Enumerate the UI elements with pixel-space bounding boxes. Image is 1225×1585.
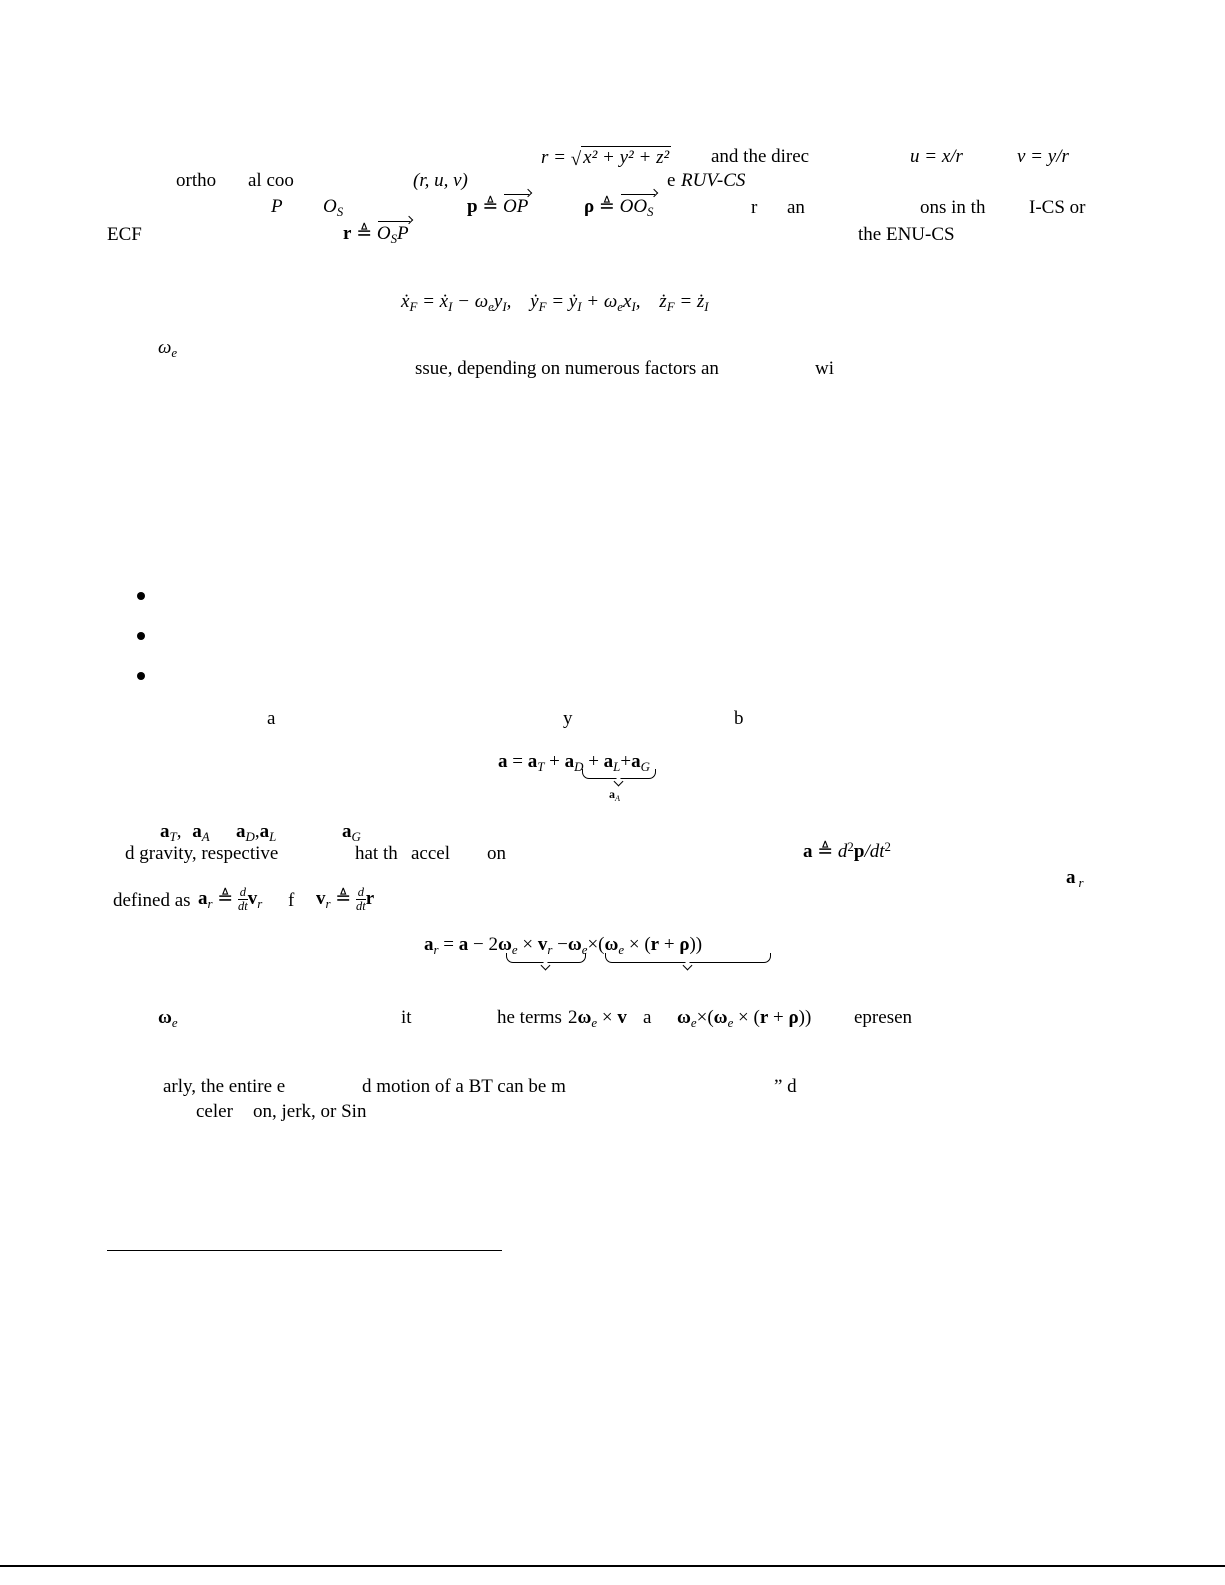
text-hat-th: hat th [355,843,398,864]
eq-acceleration-sum: $a = a_T + a_D + a_L+a_G$ [498,751,650,775]
text-issue-depending: ssue, depending on numerous factors an [415,358,719,379]
text-ons-in-th: ons in th [920,197,986,218]
eq-ruv-tuple: (r, u, v) [413,170,468,191]
text-an: an [787,197,805,218]
eq-origin-OS: $O_S$ [323,196,344,220]
text-ecf: ECF [107,224,142,245]
footnote-rule [107,1250,502,1251]
eq-r-vector-definition: r ≜ $O_SP$ [343,223,409,247]
text-on-jerk-or-sin: on, jerk, or Sin [253,1101,367,1122]
text-b: b [734,708,744,729]
text-f: f [288,890,295,911]
text-celer: celer [196,1101,233,1122]
eq-r-definition: r = √ x² + y² + z² [541,147,670,170]
text-r: r [751,197,758,218]
text-a: a [267,708,276,729]
text-al-coo: al coo [248,170,294,191]
eq-omega-e: $\omega_e$ [158,337,178,361]
list-bullet-3 [137,672,145,680]
eq-p-definition: p ≜ OP [467,196,529,217]
text-epresen: epresen [854,1007,913,1028]
eq-u-definition: u = x/r [910,146,963,167]
text-defined-as: defined as [113,890,191,911]
eq-velocity-transform: ẋ$_F$ = ẋ$_I$ − $\omega_ey_I$, ẏ$_F$ = ẏ$_I$ + $\omega_ex_I$, $ż_F$ = $ż_I$ [401,291,709,315]
eq-vr-definition: $v_r$ ≜ $\frac{d}{dt}$ r [316,885,375,914]
eq-a-r: a $_r$ [1066,867,1084,891]
eq-point-P: P [271,196,283,217]
page-bottom-rule [0,1565,1225,1567]
text-it: it [401,1007,412,1028]
underbrace-coriolis [506,953,586,963]
text-y: y [563,708,573,729]
list-bullet-1 [137,592,145,600]
eq-omega-e-bold: $\omega_e$ [158,1007,178,1031]
eq-v-definition: v = y/r [1017,146,1069,167]
text-he-terms: he terms [497,1007,562,1028]
underbrace-aA [582,769,656,779]
text-e: e [667,170,676,191]
text-ortho: ortho [176,170,217,191]
eq-coriolis-term: $2\omega_e \times v$ [568,1007,627,1031]
text-ruv-cs: RUV-CS [681,170,746,191]
text-arly-entire: arly, the entire e [163,1076,286,1097]
eq-centripetal-term: $\omega_e\times(\omega_e \times (r + \rho))$ [677,1007,812,1031]
text-and-the-direc: and the direc [711,146,810,167]
text-i-cs-or: I-CS or [1029,197,1086,218]
list-bullet-2 [137,632,145,640]
eq-a-second-derivative: a ≜ $d^2p/dt^2$ [803,839,891,862]
eq-aT-aA: $a_T$, $a_A$ [160,821,210,845]
text-quote-d: ” d [774,1076,797,1097]
eq-underbrace-label-aA: $a_A$ [609,787,620,803]
eq-relative-acceleration: $a_r = a - 2\omega_e \times v_r -\omega_e\times(\omega_e \times (r + \rho))$ [424,934,703,958]
text-the-enu-cs: the ENU-CS [858,224,955,245]
eq-aG: $a_G$ [342,821,361,845]
text-on: on [487,843,506,864]
text-d-gravity: d gravity, respective [125,843,279,864]
eq-rho-definition: ρ ≜ $OO_S$ [584,196,654,220]
eq-ar-definition: $a_r$ ≜ $\frac{d}{dt}$ $v_r$ [198,885,263,914]
underbrace-centripetal [605,953,771,963]
eq-aD-aL: $a_D,a_L$ [236,821,277,845]
text-accel: accel [411,843,451,864]
text-motion-of-bt: d motion of a BT can be m [362,1076,566,1097]
text-a-conj: a [643,1007,652,1028]
text-wi: wi [815,358,834,379]
